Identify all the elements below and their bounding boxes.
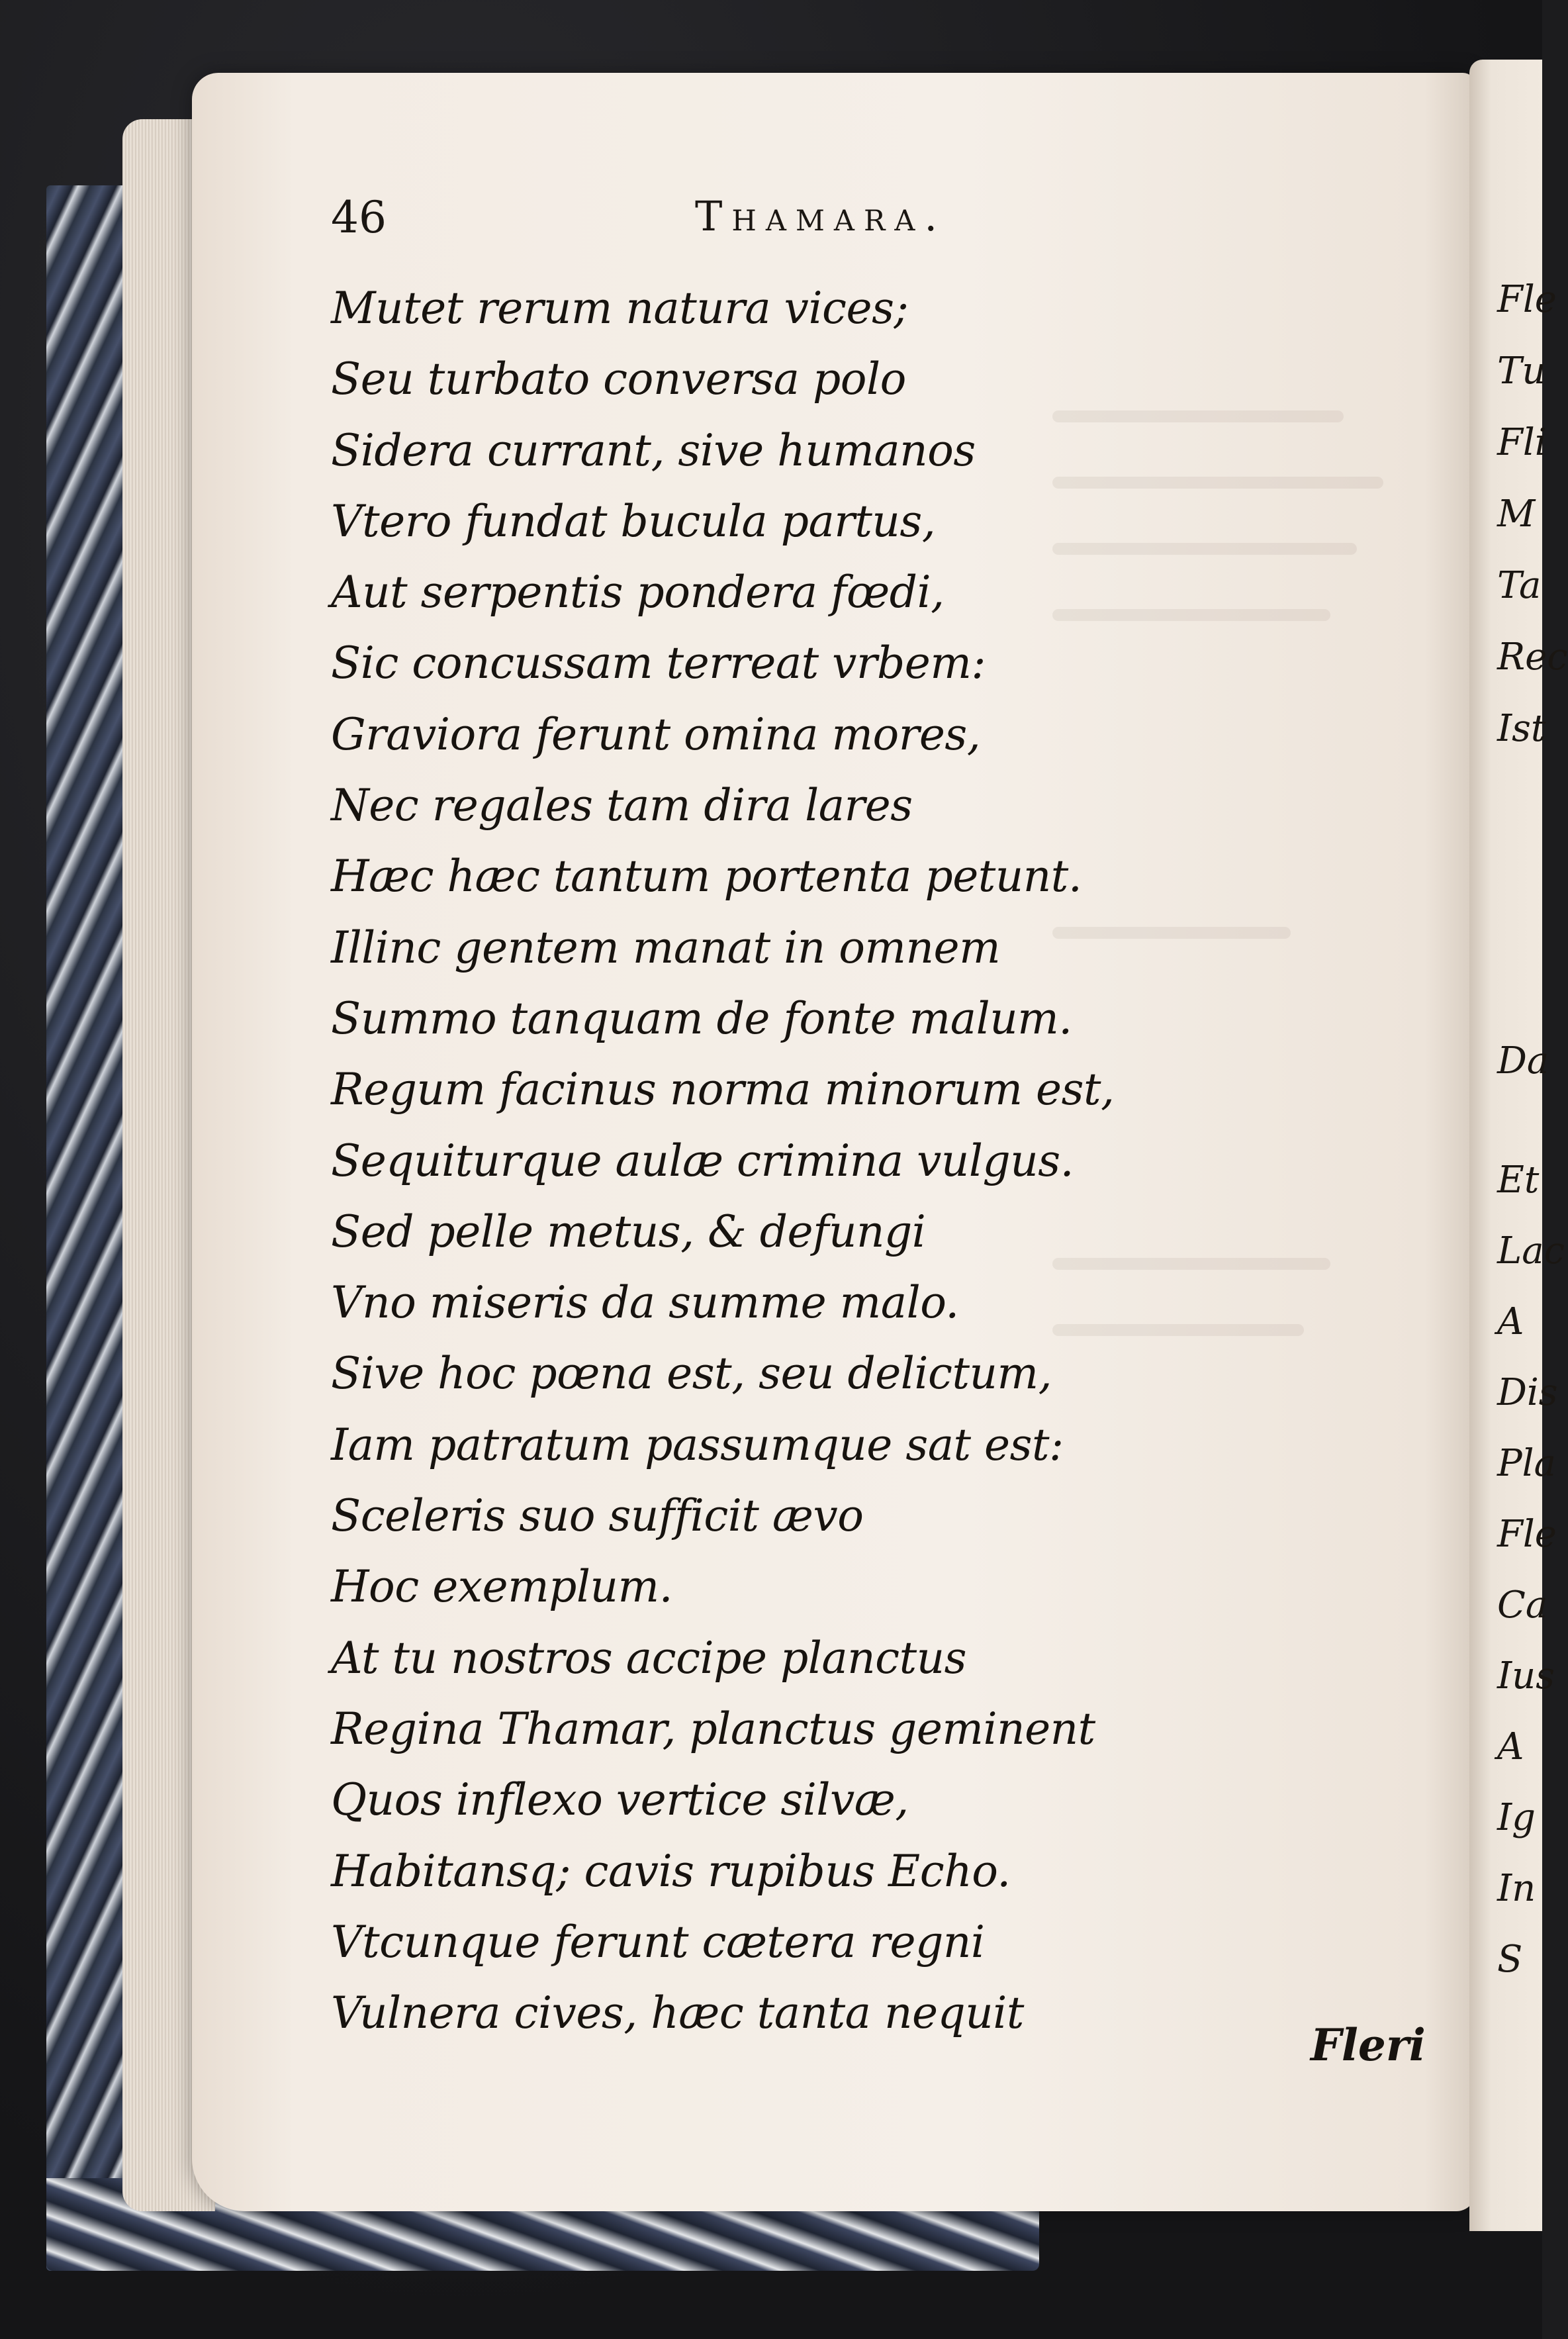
facing-page-line: M <box>1497 493 1536 536</box>
verse-line: Regum facinus norma minorum est, <box>331 1064 1115 1116</box>
page-header <box>331 192 1191 252</box>
catchword: Fleri <box>1311 2019 1426 2071</box>
verse-line: Vno miseris da summe malo. <box>331 1277 959 1329</box>
facing-page-line: In <box>1497 1867 1536 1910</box>
facing-page-line: Rec <box>1497 636 1568 679</box>
verse-line: Seu turbato conversa polo <box>331 354 906 405</box>
verse-line: Illinc gentem manat in omnem <box>331 922 1001 973</box>
verse-line: Vulnera cives, hæc tanta nequit <box>331 1987 1024 2039</box>
verse-line: Hoc exemplum. <box>331 1561 673 1613</box>
verse-line: Vtcunque ferunt cætera regni <box>331 1916 985 1968</box>
verse-line: Summo tanquam de fonte malum. <box>331 992 1072 1044</box>
facing-page-line: Ig <box>1497 1796 1536 1839</box>
verse-line: Graviora ferunt omina mores, <box>331 708 981 760</box>
verse-line: Sed pelle metus, & defungi <box>331 1206 926 1257</box>
facing-page-line: Pla <box>1497 1442 1556 1485</box>
verse-line: Sic concussam terreat vrbem: <box>331 638 986 689</box>
verse-line: At tu nostros accipe planctus <box>331 1632 967 1684</box>
verse-line: Regina Thamar, planctus geminent <box>331 1703 1095 1754</box>
facing-page-line: Fle <box>1497 278 1557 321</box>
running-title: Thamara. <box>695 192 947 240</box>
facing-page-line: Ta <box>1497 564 1542 607</box>
verse-line: Quos inflexo vertice silvæ, <box>331 1774 909 1826</box>
verse-text <box>331 273 1469 2048</box>
facing-page-line: S <box>1497 1938 1523 1981</box>
verse-line: Mutet rerum natura vices; <box>331 283 909 334</box>
facing-page-line: Fli <box>1497 421 1547 464</box>
facing-page-line: A <box>1497 1725 1524 1768</box>
facing-page-line: Ca <box>1497 1584 1548 1627</box>
facing-page-line: Ist <box>1497 707 1546 750</box>
verse-line: Sequiturque aulæ crimina vulgus. <box>331 1135 1074 1186</box>
verse-line: Iam patratum passumque sat est: <box>331 1419 1064 1470</box>
facing-page-line: Fle <box>1497 1513 1557 1556</box>
facing-page-line: A <box>1497 1300 1524 1343</box>
facing-page-line: Et <box>1497 1159 1540 1202</box>
verse-line: Nec regales tam dira lares <box>331 780 913 832</box>
facing-page-line: Tu <box>1497 350 1546 393</box>
verse-line: Habitansq; cavis rupibus Echo. <box>331 1845 1011 1897</box>
facing-page-line: Da <box>1497 1039 1549 1082</box>
verse-line: Hæc hæc tantum portenta petunt. <box>331 851 1082 902</box>
facing-page-line: Lac <box>1497 1229 1565 1272</box>
verse-line: Sive hoc pœna est, seu delictum, <box>331 1348 1052 1400</box>
verse-line: Vtero fundat bucula partus, <box>331 495 936 547</box>
facing-page-line: Ius <box>1497 1654 1555 1697</box>
verse-line: Sidera currant, sive humanos <box>331 424 976 476</box>
verse-line: Sceleris suo sufficit ævo <box>331 1490 864 1542</box>
page-number: 46 <box>331 192 387 243</box>
facing-page-line: Dis <box>1497 1371 1558 1414</box>
verse-line: Aut serpentis pondera fœdi, <box>331 567 945 618</box>
